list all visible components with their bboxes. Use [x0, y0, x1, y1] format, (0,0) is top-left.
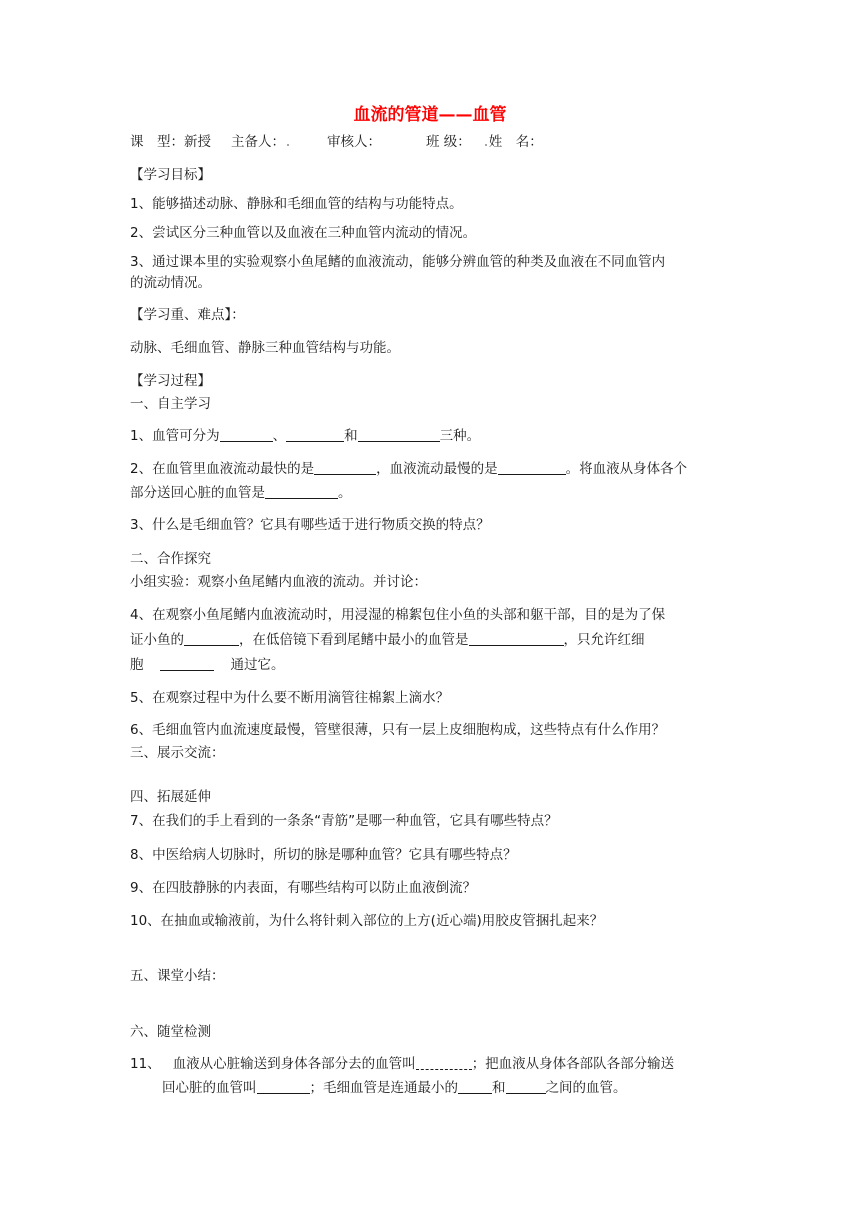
objective-item: 3、通过课本里的实验观察小鱼尾鳍的血液流动，能够分辨血管的种类及血液在不同血管内 — [130, 254, 666, 270]
question-2 — [130, 460, 687, 478]
objectives-heading: 【学习目标】 — [130, 167, 211, 183]
answer-blank[interactable] — [265, 484, 338, 499]
section3-heading: 三、展示交流： — [130, 745, 225, 761]
question-text: 1、血管可分为 — [130, 428, 220, 444]
page-title: 血流的管道——血管 — [353, 105, 507, 125]
question-text: 血液从心脏输送到身体各部分去的血管叫 — [172, 1056, 416, 1072]
question-text: ；把血液从身体各部队各部分输送 — [471, 1056, 675, 1072]
question-text: 2、在血管里血液流动最快的是 — [130, 461, 315, 477]
question-6: 6、毛细血管内血流速度最慢，管壁很薄，只有一层上皮细胞构成，这些特点有什么作用？ — [130, 722, 666, 738]
question-11-cont — [162, 1079, 627, 1097]
question-text: 和 — [492, 1080, 506, 1096]
class-field[interactable] — [483, 136, 489, 148]
question-text: 。将血液从身体各个 — [565, 461, 688, 477]
answer-blank[interactable] — [458, 1079, 492, 1094]
question-text: ，只允许红细 — [563, 632, 645, 648]
header-meta-row — [130, 133, 543, 151]
question-text: 之间的血管。 — [545, 1080, 627, 1096]
question-2-cont — [130, 484, 352, 502]
objective-item: 2、尝试区分三种血管以及血液在三种血管内流动的情况。 — [130, 225, 477, 241]
question-text: 胞 — [130, 657, 144, 673]
question-9: 9、在四肢静脉的内表面，有哪些结构可以防止血液倒流？ — [130, 880, 477, 896]
course-type-value: 新授 — [184, 134, 211, 150]
question-text: ，在低倍镜下看到尾鳍中最小的血管是 — [239, 632, 469, 648]
key-points-text: 动脉、毛细血管、静脉三种血管结构与功能。 — [130, 340, 400, 356]
section6-heading: 六、随堂检测 — [130, 1024, 211, 1040]
question-text: 三种。 — [439, 428, 481, 444]
class-label: 班 级： — [426, 134, 471, 150]
course-type-label: 课 型： — [130, 134, 184, 150]
answer-blank[interactable] — [184, 631, 239, 646]
answer-blank[interactable] — [469, 631, 564, 646]
process-heading: 【学习过程】 — [130, 373, 211, 389]
answer-blank[interactable] — [286, 427, 344, 442]
section4-heading: 四、拓展延伸 — [130, 789, 211, 805]
answer-blank[interactable] — [160, 656, 214, 671]
question-11 — [130, 1055, 674, 1073]
reviewer-label: 审核人： — [327, 134, 381, 150]
objective-item: 的流动情况。 — [130, 275, 211, 291]
question-text: 回心脏的血管叫 — [162, 1080, 257, 1096]
question-10: 10、在抽血或输液前，为什么将针刺入部位的上方(近心端)用胶皮管捆扎起来？ — [130, 913, 604, 929]
name-label: 姓 名： — [488, 134, 543, 150]
question-3: 3、什么是毛细血管？它具有哪些适于进行物质交换的特点？ — [130, 517, 490, 533]
key-points-heading: 【学习重、难点】： — [130, 307, 245, 323]
question-7: 7、在我们的手上看到的一条条“青筋”是哪一种血管，它具有哪些特点？ — [130, 813, 558, 829]
question-4: 4、在观察小鱼尾鳍内血液流动时，用浸湿的棉絮包住小鱼的头部和躯干部，目的是为了保 — [130, 607, 666, 623]
section5-heading: 五、课堂小结： — [130, 968, 225, 984]
experiment-intro: 小组实验：观察小鱼尾鳍内血液的流动。并讨论： — [130, 574, 427, 590]
question-4-end — [130, 656, 285, 674]
question-text: 部分送回心脏的血管是 — [130, 485, 265, 501]
question-1 — [130, 427, 480, 445]
question-8: 8、中医给病人切脉时，所切的脉是哪种血管？它具有哪些特点？ — [130, 847, 517, 863]
answer-blank[interactable] — [220, 427, 273, 442]
objective-item: 1、能够描述动脉、静脉和毛细血管的结构与功能特点。 — [130, 196, 463, 212]
preparer-field[interactable] — [285, 136, 291, 148]
question-number: 11、 — [130, 1056, 161, 1072]
question-text: 和 — [344, 428, 358, 444]
question-text: ，血液流动最慢的是 — [376, 461, 498, 477]
answer-blank[interactable] — [416, 1055, 472, 1070]
answer-blank[interactable] — [506, 1079, 546, 1094]
section1-heading: 一、自主学习 — [130, 396, 211, 412]
question-4-cont — [130, 631, 645, 649]
question-text: 证小鱼的 — [130, 632, 184, 648]
question-5: 5、在观察过程中为什么要不断用滴管往棉絮上滴水？ — [130, 690, 450, 706]
preparer-label: 主备人： — [231, 134, 285, 150]
question-text: 通过它。 — [230, 657, 285, 673]
question-text: 、 — [272, 428, 287, 444]
answer-blank[interactable] — [314, 460, 376, 475]
question-text: ；毛细血管是连通最小的 — [309, 1080, 458, 1096]
answer-blank[interactable] — [257, 1079, 310, 1094]
question-text: 。 — [338, 485, 352, 501]
section2-heading: 二、合作探究 — [130, 551, 211, 567]
answer-blank[interactable] — [358, 427, 440, 442]
answer-blank[interactable] — [498, 460, 566, 475]
